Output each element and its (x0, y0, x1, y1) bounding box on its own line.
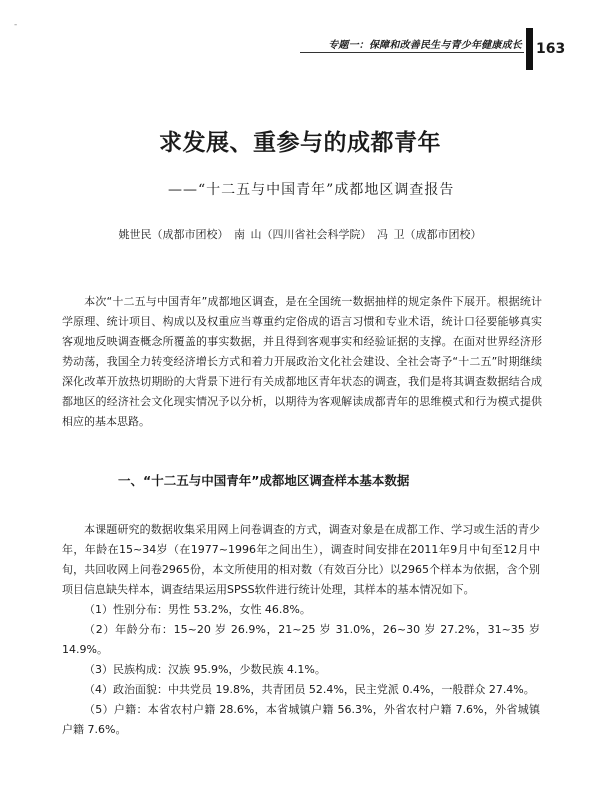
abstract-paragraph (62, 292, 542, 432)
page-number: 163 (536, 41, 566, 57)
header-rule (300, 52, 524, 53)
article-subtitle: ——“十二五与中国青年”成都地区调查报告 (168, 182, 455, 198)
header-bar (526, 28, 533, 70)
stat-hukou: （5）户籍：本省农村户籍 28.6%，本省城镇户籍 56.3%，外省农村户籍 7.6%，外省城镇户籍 7.6%。 (62, 703, 540, 736)
section-intro-paragraph: 本课题研究的数据收集采用网上问卷调查的方式，调查对象是在成都工作、学习或生活的青少年，年龄在15~34岁（在1977~1996年之间出生），调查时间安排在2011年9月中旬至12月中旬，共回收网上问卷2965份，本文所使用的相对数（有效百分比）以2965个样本为依据，含个别项目信息缺失样本，调查结果运用SPSS软件进行统计处理，其样本的基本情况如下。 (62, 523, 540, 596)
abstract-text: 本次“十二五与中国青年”成都地区调查，是在全国统一数据抽样的规定条件下展开。根据统计学原理、统计项目、构成以及权重应当尊重约定俗成的语言习惯和专业术语，统计口径要能够真实客观地反映调查概念所覆盖的事实数据，并且得到客观事实和经验证据的支撑。在面对世界经济形势动荡，我国全力转变经济增长方式和着力开展政治文化社会建设、全社会寄予“十二五”时期继续深化改革开放热切期盼的大背景下进行有关成都地区青年状态的调查，我们是将其调查数据结合成都地区的经济社会文化现实情况予以分析，以期待为客观解读成都青年的思维模式和行为模式提供相应的基本思路。 (62, 295, 542, 428)
section-body (62, 520, 540, 740)
author-line: 姚世民（成都市团校） 南 山（四川省社会科学院） 冯 卫（成都市团校） (118, 228, 482, 241)
stat-political: （4）政治面貌：中共党员 19.8%，共青团员 52.4%，民主党派 0.4%，一般群众 27.4%。 (84, 683, 535, 696)
running-header: 专题一：保障和改善民生与青少年健康成长 (328, 40, 522, 51)
stat-gender: （1）性别分布：男性 53.2%，女性 46.8%。 (84, 603, 311, 616)
sample-stats-list (62, 600, 540, 740)
stat-age: （2）年龄分布：15~20 岁 26.9%，21~25 岁 31.0%，26~30 岁 27.2%，31~35 岁14.9%。 (62, 623, 540, 656)
section-heading: 一、“十二五与中国青年”成都地区调查样本基本数据 (118, 473, 410, 488)
article-title: 求发展、重参与的成都青年 (159, 129, 441, 156)
page-mark: - (14, 20, 18, 30)
stat-ethnicity: （3）民族构成：汉族 95.9%，少数民族 4.1%。 (84, 663, 326, 676)
